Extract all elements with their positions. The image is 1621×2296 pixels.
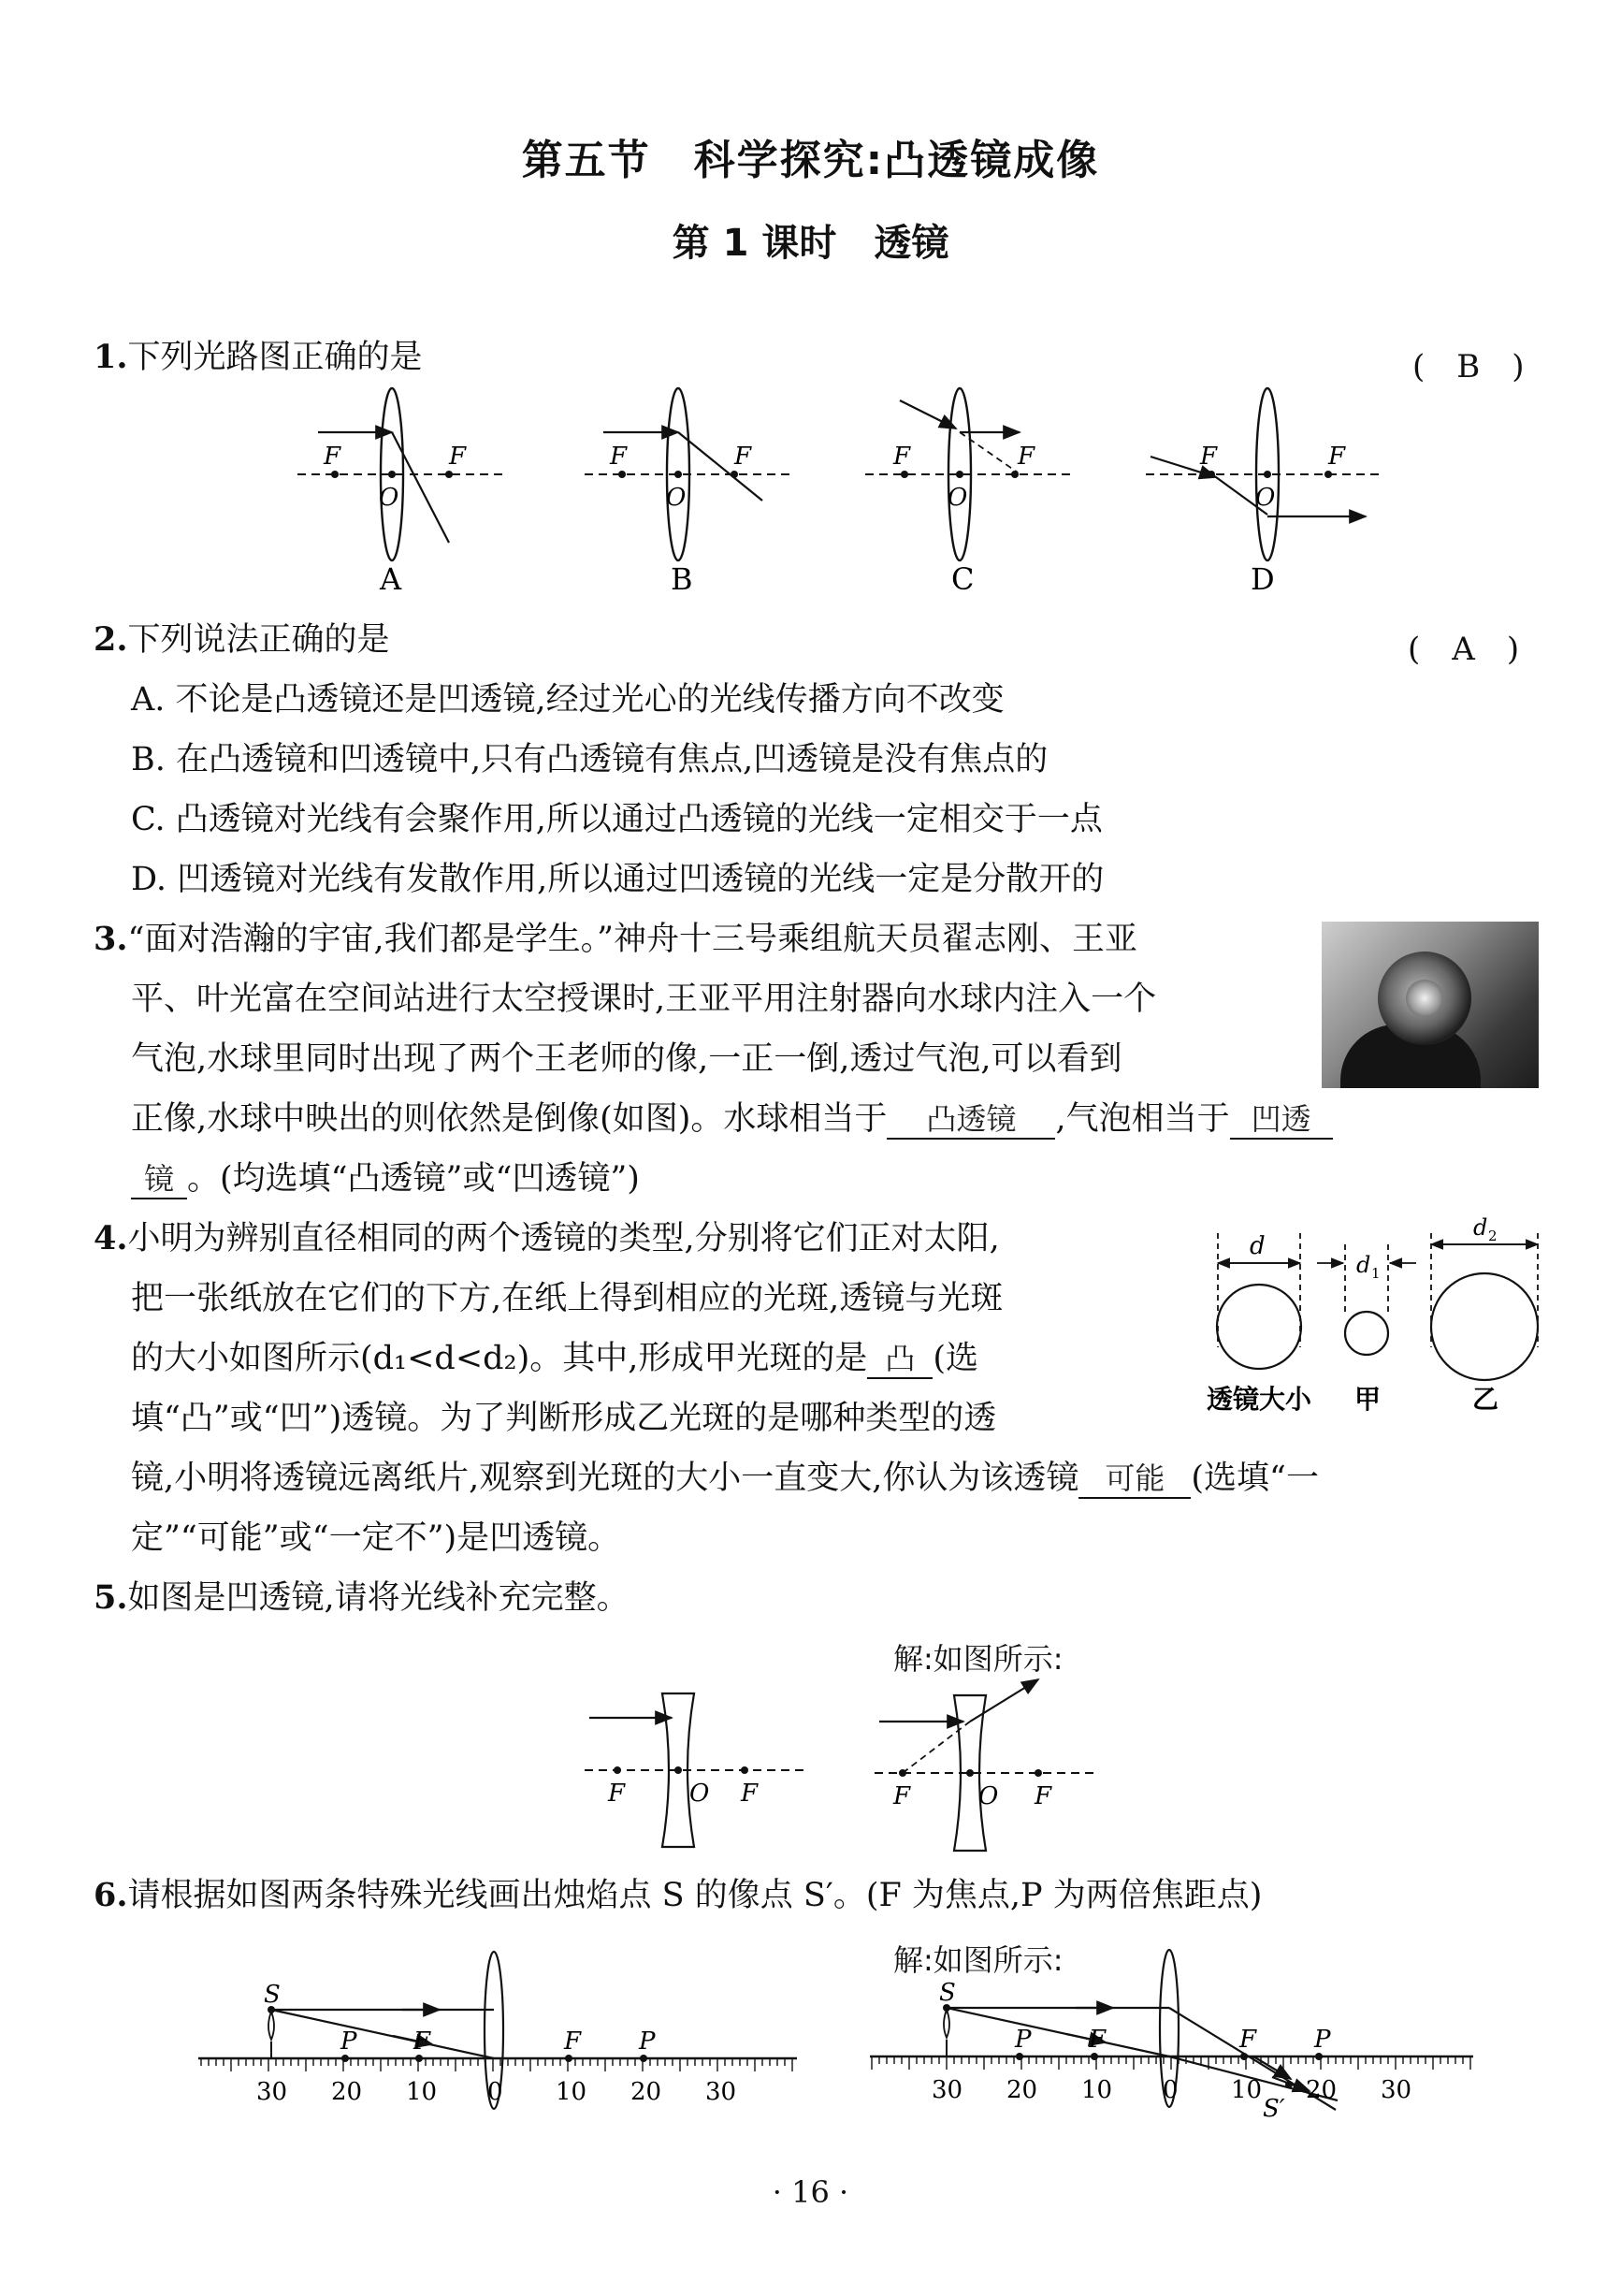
svg-text:O: O (948, 484, 968, 512)
option-b: B. 在凸透镜和凹透镜中,只有凸透镜有焦点,凹透镜是没有焦点的 (131, 741, 1049, 778)
ruler-labels (256, 2078, 736, 2106)
question-3-line1: 3.“面对浩瀚的宇宙,我们都是学生。”神舟十三号乘组航天员翟志刚、王亚 (94, 920, 1137, 958)
question-4-line1: 4.小明为辨别直径相同的两个透镜的类型,分别将它们正对太阳, (94, 1219, 1000, 1257)
optical-bench-problem (198, 1952, 797, 2109)
svg-text:D: D (1251, 561, 1275, 597)
ruler-label: 10 (1081, 2076, 1113, 2104)
question-2: 2.下列说法正确的是 (94, 620, 390, 659)
question-4-line2: 把一张纸放在它们的下方,在纸上得到相应的光斑,透镜与光斑 (131, 1280, 1004, 1317)
svg-text:S: S (939, 1979, 956, 2007)
answer-1: ( B ) (1412, 348, 1525, 385)
ruler-label: 20 (1006, 2076, 1038, 2104)
question-4-line5: 镜,小明将透镜远离纸片,观察到光斑的大小一直变大,你认为该透镜 可能 (选填“一 (131, 1460, 1319, 1497)
svg-text:F: F (610, 443, 628, 471)
ruler-label: 0 (1163, 2076, 1179, 2104)
svg-text:F: F (413, 2027, 431, 2056)
ruler-ticks (872, 2056, 1470, 2070)
ruler-labels (932, 2076, 1411, 2104)
label-d: d (1250, 1232, 1266, 1260)
answer-blank: 可能 (1078, 1460, 1191, 1499)
svg-text:F: F (741, 1780, 759, 1808)
label-d1-sub: 1 (1371, 1265, 1381, 1282)
svg-text:F: F (893, 443, 911, 471)
svg-text:F: F (1239, 2026, 1257, 2054)
page-number: · 16 · (772, 2174, 849, 2210)
ruler-label: 10 (1231, 2076, 1263, 2104)
answer-2: ( A ) (1408, 631, 1520, 668)
svg-text:O: O (1255, 484, 1276, 512)
ruler-label: 10 (406, 2078, 438, 2106)
question-3-line3: 气泡,水球里同时出现了两个王老师的像,一正一倒,透过气泡,可以看到 (131, 1040, 1122, 1078)
question-text: 下列光路图正确的是 (127, 339, 423, 376)
svg-text:P: P (639, 2027, 656, 2056)
question-3-line4: 正像,水球中映出的则依然是倒像(如图)。水球相当于 凸透镜 ,气泡相当于 凹透 (131, 1100, 1333, 1140)
svg-text:F: F (1089, 2026, 1107, 2054)
svg-text:P: P (1015, 2026, 1032, 2054)
center-label: O (379, 484, 399, 512)
svg-text:P: P (340, 2027, 357, 2056)
svg-text:O: O (666, 484, 687, 512)
ruler-label: 30 (256, 2078, 288, 2106)
svg-text:S: S (264, 1981, 281, 2009)
label-yi: 乙 (1472, 1384, 1499, 1415)
svg-text:O: O (978, 1782, 999, 1810)
question-6: 6.请根据如图两条特殊光线画出烛焰点 S 的像点 S′。(F 为焦点,P 为两倍焦距点) (94, 1876, 1263, 1914)
label-d2: d (1473, 1214, 1488, 1241)
ruler-label: 10 (556, 2078, 587, 2106)
question-4-line3: 的大小如图所示(d₁<d<d₂)。其中,形成甲光斑的是 凸 (选 (131, 1340, 979, 1377)
label-d1: d (1356, 1252, 1371, 1278)
answer-blank: 凸透镜 (887, 1100, 1055, 1140)
ruler-label: 20 (1306, 2076, 1338, 2104)
option-c: C. 凸透镜对光线有会聚作用,所以通过凸透镜的光线一定相交于一点 (131, 801, 1103, 838)
optical-bench-solution (870, 1950, 1473, 2123)
question-5: 5.如图是凹透镜,请将光线补充完整。 (94, 1578, 630, 1617)
focus-label: F (449, 443, 467, 471)
question-4-line6: 定”“可能”或“一定不”)是凹透镜。 (131, 1519, 621, 1557)
image-point-label: S′ (1263, 2095, 1285, 2123)
svg-text:O: O (689, 1780, 710, 1808)
solution-label-6: 解:如图所示: (893, 1942, 1064, 1978)
ruler-label: 30 (1381, 2076, 1412, 2104)
svg-text:F: F (608, 1780, 626, 1808)
ruler-label: 0 (487, 2078, 503, 2106)
lesson-title: 第 1 课时 透镜 (672, 222, 949, 265)
question-3-line2: 平、叶光富在空间站进行太空授课时,王亚平用注射器向水球内注入一个 (131, 981, 1157, 1018)
svg-text:F: F (1200, 443, 1218, 471)
svg-text:F: F (564, 2027, 582, 2056)
svg-text:F: F (893, 1782, 911, 1810)
focus-label: F (324, 443, 341, 471)
ruler-ticks (201, 2058, 792, 2071)
svg-text:F: F (1328, 443, 1346, 471)
label-jia: 甲 (1354, 1384, 1382, 1415)
label-d2-sub: 2 (1488, 1228, 1498, 1244)
svg-text:F: F (1035, 1782, 1052, 1810)
option-d: D. 凹透镜对光线有发散作用,所以通过凹透镜的光线一定是分散开的 (131, 861, 1105, 898)
option-a: A. 不论是凸透镜还是凹透镜,经过光心的光线传播方向不改变 (131, 681, 1005, 719)
solution-label-5: 解:如图所示: (893, 1641, 1064, 1677)
question-4-line4: 填“凸”或“凹”)透镜。为了判断形成乙光斑的是哪种类型的透 (131, 1400, 997, 1437)
svg-text:F: F (734, 443, 752, 471)
svg-text:C: C (951, 561, 975, 597)
ruler-label: 20 (630, 2078, 662, 2106)
question-number: 1. (94, 338, 128, 376)
option-label: A (380, 561, 402, 597)
ruler-label: 30 (932, 2076, 963, 2104)
answer-blank: 凹透 (1230, 1100, 1333, 1140)
svg-text:P: P (1314, 2026, 1331, 2054)
section-title: 第五节 科学探究:凸透镜成像 (521, 137, 1100, 184)
answer-blank: 凸 (867, 1340, 933, 1379)
ruler-label: 20 (331, 2078, 363, 2106)
question-3-line5: 镜 。(均选填“凸透镜”或“凹透镜”) (131, 1160, 640, 1199)
svg-text:F: F (1018, 443, 1035, 471)
ruler-label: 30 (705, 2078, 737, 2106)
answer-blank: 镜 (131, 1160, 187, 1199)
label-lens-size: 透镜大小 (1207, 1384, 1312, 1415)
svg-text:B: B (671, 561, 693, 597)
